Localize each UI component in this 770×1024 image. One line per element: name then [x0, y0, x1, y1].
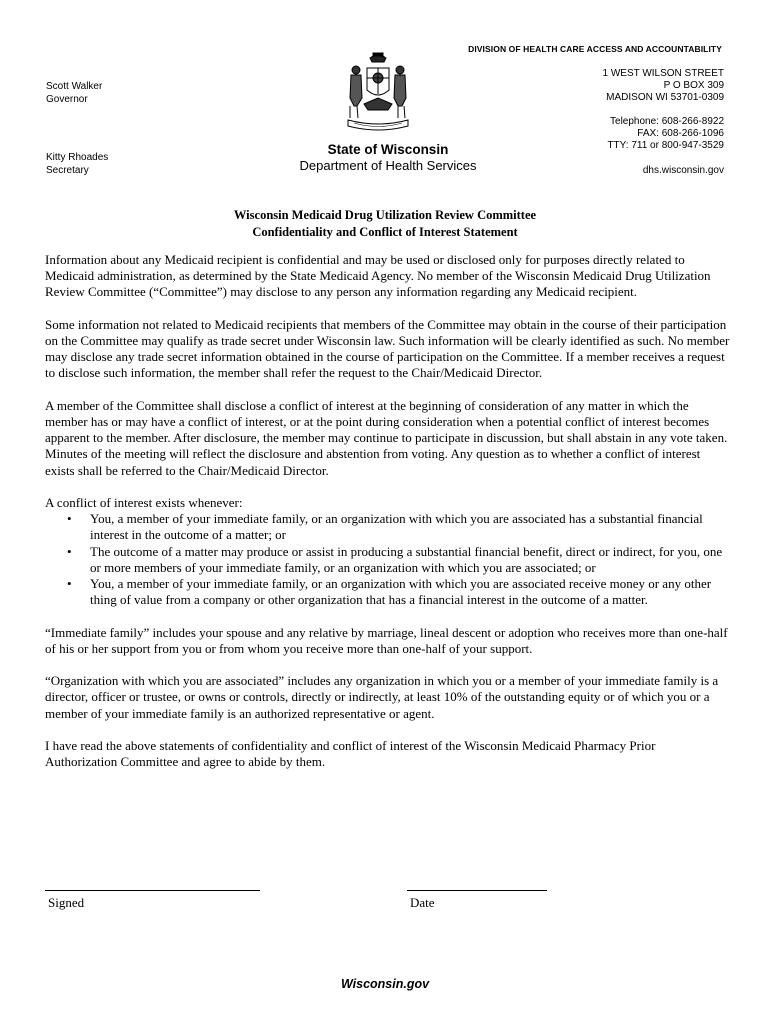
department-name: Department of Health Services	[299, 158, 477, 173]
acknowledgement-paragraph: I have read the above statements of confidentiality and conflict of interest of the Wisconsin Medicaid Pharmacy Prior Authorization Committee and agree to abide by them.	[45, 738, 656, 770]
conflict-intro: A conflict of interest exists whenever:	[45, 495, 243, 510]
conflict-list	[45, 511, 730, 608]
bullet-icon: •	[67, 543, 72, 559]
address-po-box: P O BOX 309	[663, 80, 724, 91]
footer-site: Wisconsin.gov	[340, 977, 430, 991]
state-seal-icon	[340, 48, 416, 134]
title-line-2: Confidentiality and Conflict of Interest Statement	[252, 224, 518, 239]
document-body	[45, 252, 730, 787]
secretary-title: Secretary	[46, 164, 89, 176]
governor-name: Scott Walker	[46, 81, 103, 92]
title-line-1: Wisconsin Medicaid Drug Utilization Review Committee	[233, 208, 537, 222]
document-title	[0, 207, 770, 240]
trade-secret-paragraph: Some information not related to Medicaid recipients that members of the Committee may obtain in the course of their participation on the Committee may qualify as trade secret under Wisconsin law. Such information will be clearly identified as such. No member may disclose any trade secret information obtained in the course of participation on the Committee. If a member receives a request to disclose such information, the member shall refer the request to the Chair/Medicaid Director.	[45, 316, 730, 381]
signed-label: Signed	[48, 895, 85, 910]
conflict-disclosure-paragraph: A member of the Committee shall disclose a conflict of interest at the beginning of consideration of any matter in which the member has or may have a conflict of interest, or at the point during consideration when a potential conflict of interest becomes apparent to the member. After disclosure, the member may continue to participate in discussion, but shall abstain in any vote taken. Minutes of the meeting will reflect the disclosure and abstention from voting. Any question as to whether a conflict of interest exists shall be referred to the Chair/Medicaid Director.	[45, 397, 728, 478]
list-item	[45, 576, 730, 608]
website: dhs.wisconsin.gov	[642, 165, 724, 176]
secretary-name: Kitty Rhoades	[46, 152, 109, 163]
contact-numbers	[607, 116, 724, 152]
immediate-family-paragraph: “Immediate family” includes your spouse and any relative by marriage, lineal descent or adoption who receives more than one-half of his or her support from you or from whom you receive more than one-half of your support.	[45, 624, 728, 656]
mailing-address	[603, 68, 725, 104]
tty: TTY: 711 or 800-947-3529	[607, 140, 724, 151]
state-name: State of Wisconsin	[327, 142, 449, 157]
governor-title: Governor	[46, 93, 88, 105]
list-item-text: You, a member of your immediate family, or an organization with which you are associated has a substantial financial interest in the outcome of a matter; or	[90, 511, 703, 543]
address-city: MADISON WI 53701-0309	[606, 92, 724, 103]
associated-organization-paragraph: “Organization with which you are associated” includes any organization in which you or a member of your immediate family is a director, officer or trustee, or owns or controls, directly or indirectly, at least 10% of the outstanding equity or of which you or a member of your immediate family is an authorized representative or agent.	[45, 673, 719, 721]
list-item	[45, 511, 730, 543]
fax: FAX: 608-266-1096	[637, 128, 724, 139]
list-item-text: You, a member of your immediate family, or an organization with which you are associated receive money or any other thing of value from a company or other organization that has a financial interest in the outcome of a matter.	[90, 576, 712, 608]
bullet-icon: •	[67, 511, 72, 527]
date-line[interactable]	[407, 890, 547, 891]
telephone: Telephone: 608-266-8922	[610, 116, 724, 127]
division-heading: DIVISION OF HEALTH CARE ACCESS AND ACCOUNTABILITY	[468, 44, 722, 54]
governor-block	[46, 81, 102, 106]
signature-line[interactable]	[45, 890, 260, 891]
address-street: 1 WEST WILSON STREET	[602, 68, 724, 79]
list-item	[45, 544, 730, 576]
bullet-icon: •	[67, 576, 72, 592]
confidentiality-paragraph: Information about any Medicaid recipient is confidential and may be used or disclosed only for purposes directly related to Medicaid administration, as determined by the State Medicaid Agency. No member of the Wisconsin Medicaid Drug Utilization Review Committee (“Committee”) may disclose to any person any information regarding any Medicaid recipient.	[45, 252, 711, 300]
secretary-block	[46, 152, 108, 177]
date-label: Date	[410, 895, 435, 910]
list-item-text: The outcome of a matter may produce or assist in producing a substantial financial benefit, direct or indirect, for you, one or more members of your immediate family, or an organization with which you are associated; or	[90, 543, 723, 575]
